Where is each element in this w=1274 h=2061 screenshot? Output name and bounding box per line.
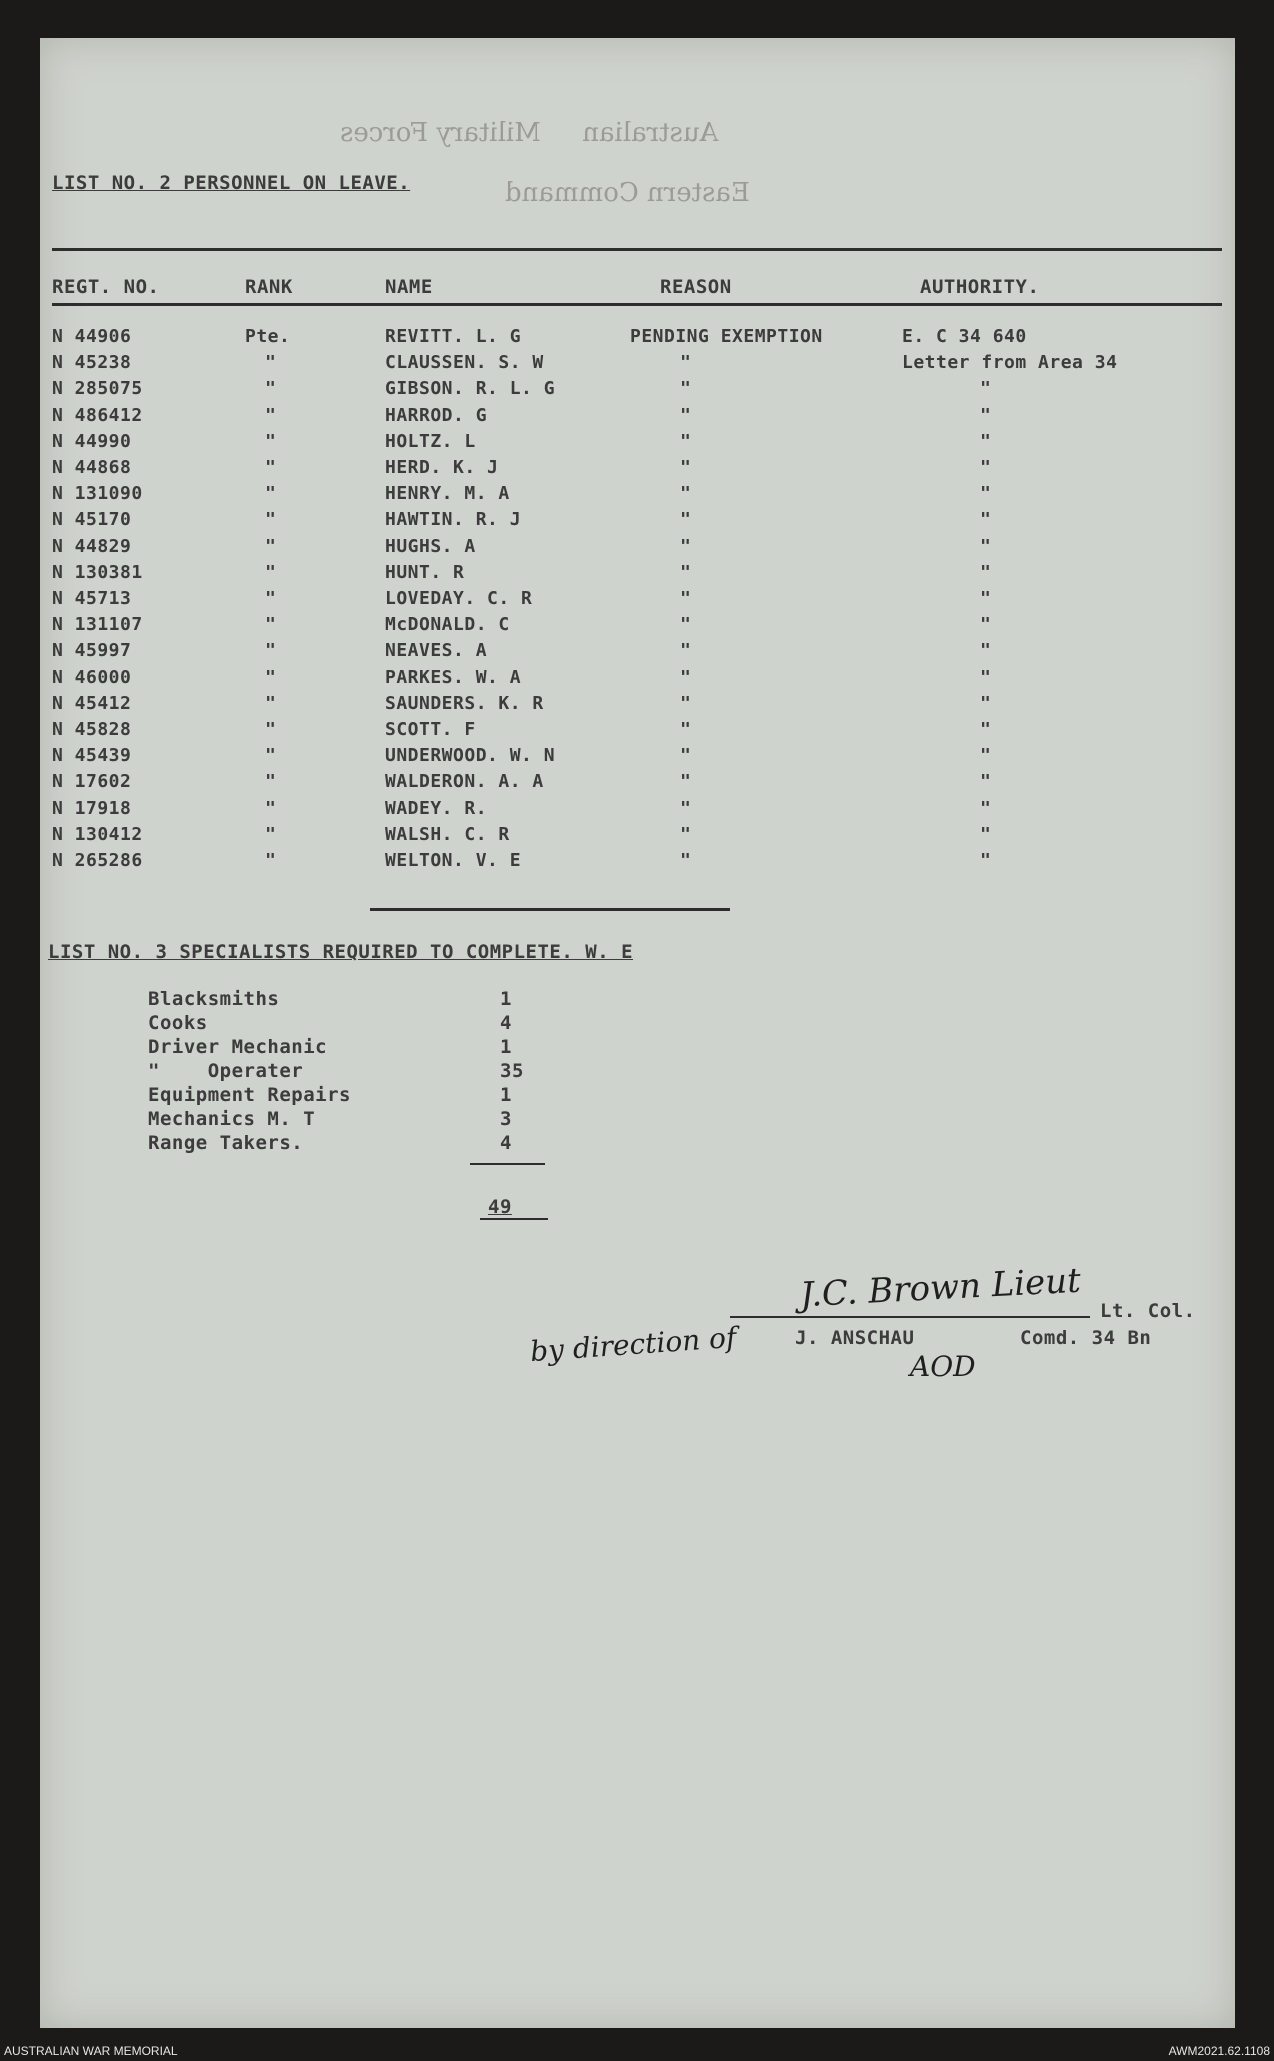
cell-reason: "	[680, 535, 692, 557]
cell-reason: "	[680, 666, 692, 688]
cell-name: HAWTIN. R. J	[385, 509, 522, 531]
letterhead-line-1: Australian Military Forces	[340, 118, 719, 148]
signatory-typed-name: J. ANSCHAU	[795, 1327, 915, 1349]
specialist-label: Equipment Repairs	[148, 1084, 351, 1106]
list-2-title: LIST NO. 2 PERSONNEL ON LEAVE.	[52, 172, 411, 194]
cell-authority: "	[980, 561, 992, 583]
cell-regt: N 46000	[52, 666, 132, 688]
cell-regt: N 486412	[52, 404, 143, 426]
cell-regt: N 45997	[52, 640, 132, 662]
cell-reason: "	[680, 797, 692, 819]
cell-reason: "	[680, 745, 692, 767]
cell-regt: N 45828	[52, 719, 132, 740]
letterhead-line-2: Eastern Command	[505, 178, 750, 208]
table-end-rule	[370, 908, 730, 911]
cell-rank: "	[265, 850, 277, 871]
cell-name: HUGHS. A	[385, 535, 476, 557]
specialist-qty: 4	[500, 1012, 512, 1034]
cell-name: UNDERWOOD. W. N	[385, 745, 556, 767]
specialist-label: Cooks	[148, 1012, 208, 1034]
subtotal-rule	[470, 1163, 545, 1165]
cell-name: GIBSON. R. L. G	[385, 378, 556, 400]
cell-reason: "	[680, 588, 692, 609]
cell-authority: "	[980, 535, 992, 557]
cell-rank: "	[265, 797, 277, 819]
cell-name: SCOTT. F	[385, 719, 476, 740]
cell-name: SAUNDERS. K. R	[385, 692, 544, 714]
cell-authority: "	[980, 588, 992, 609]
cell-reason: "	[680, 614, 692, 636]
cell-name: NEAVES. A	[385, 640, 488, 662]
specialist-qty: 4	[500, 1132, 512, 1154]
table-top-rule	[52, 248, 1222, 251]
header-rank: RANK	[245, 276, 293, 298]
specialist-label: " Operater	[148, 1060, 304, 1082]
header-authority: AUTHORITY.	[920, 276, 1040, 298]
specialist-label: Mechanics M. T	[148, 1108, 316, 1130]
specialist-label: Range Takers.	[148, 1132, 304, 1154]
cell-reason: "	[680, 457, 692, 478]
cell-rank: "	[265, 666, 277, 688]
header-regt-no: REGT. NO.	[52, 276, 160, 298]
cell-name: HOLTZ. L	[385, 430, 476, 452]
cell-regt: N 131090	[52, 483, 143, 505]
cell-rank: "	[265, 404, 277, 426]
cell-rank: Pte.	[245, 326, 291, 347]
cell-authority: "	[980, 797, 992, 819]
cell-authority: "	[980, 823, 992, 845]
specialist-qty: 3	[500, 1108, 512, 1130]
cell-regt: N 44906	[52, 326, 132, 347]
cell-authority: "	[980, 640, 992, 662]
specialist-qty: 1	[500, 1036, 512, 1058]
cell-regt: N 17918	[52, 797, 132, 819]
cell-name: McDONALD. C	[385, 614, 510, 636]
cell-name: WELTON. V. E	[385, 850, 522, 871]
cell-name: WALDERON. A. A	[385, 771, 544, 793]
cell-name: PARKES. W. A	[385, 666, 522, 688]
cell-rank: "	[265, 535, 277, 557]
cell-rank: "	[265, 378, 277, 400]
cell-rank: "	[265, 352, 277, 374]
cell-reason: "	[680, 692, 692, 714]
specialist-label: Driver Mechanic	[148, 1036, 328, 1058]
cell-name: HENRY. M. A	[385, 483, 510, 505]
cell-authority: "	[980, 850, 992, 871]
cell-reason: "	[680, 823, 692, 845]
cell-regt: N 45439	[52, 745, 132, 767]
header-reason: REASON	[660, 276, 732, 298]
cell-authority: "	[980, 430, 992, 452]
cell-reason: "	[680, 378, 692, 400]
cell-regt: N 44868	[52, 457, 132, 478]
cell-reason: "	[680, 850, 692, 871]
cell-rank: "	[265, 614, 277, 636]
handwritten-signature: J.C. Brown Lieut	[799, 1260, 1082, 1316]
cell-regt: N 265286	[52, 850, 143, 871]
cell-authority: "	[980, 404, 992, 426]
cell-rank: "	[265, 745, 277, 767]
cell-reason: "	[680, 404, 692, 426]
cell-name: CLAUSSEN. S. W	[385, 352, 544, 374]
cell-authority: "	[980, 378, 992, 400]
signature-rule	[730, 1316, 1090, 1318]
cell-reason: PENDING EXEMPTION	[630, 326, 823, 347]
cell-name: HERD. K. J	[385, 457, 499, 478]
cell-name: HARROD. G	[385, 404, 488, 426]
cell-name: LOVEDAY. C. R	[385, 588, 533, 609]
cell-regt: N 45238	[52, 352, 132, 374]
cell-rank: "	[265, 640, 277, 662]
specialist-qty: 1	[500, 1084, 512, 1106]
cell-regt: N 130412	[52, 823, 143, 845]
signatory-rank: Lt. Col.	[1100, 1300, 1196, 1322]
specialist-label: Blacksmiths	[148, 988, 280, 1010]
cell-rank: "	[265, 719, 277, 740]
cell-regt: N 44829	[52, 535, 132, 557]
cell-authority: "	[980, 509, 992, 531]
total-rule	[480, 1218, 548, 1220]
cell-regt: N 17602	[52, 771, 132, 793]
cell-authority: E. C 34 640	[902, 326, 1027, 347]
cell-reason: "	[680, 640, 692, 662]
cell-reason: "	[680, 352, 692, 374]
cell-rank: "	[265, 588, 277, 609]
cell-name: WALSH. C. R	[385, 823, 510, 845]
handwritten-note: by direction of	[529, 1320, 738, 1369]
specialist-qty: 35	[500, 1060, 524, 1082]
cell-reason: "	[680, 509, 692, 531]
cell-regt: N 44990	[52, 430, 132, 452]
table-header-rule	[52, 303, 1222, 306]
cell-name: REVITT. L. G	[385, 326, 522, 347]
list-3-title: LIST NO. 3 SPECIALISTS REQUIRED TO COMPLETE. W. E	[48, 941, 634, 963]
cell-reason: "	[680, 771, 692, 793]
cell-authority: "	[980, 457, 992, 478]
cell-authority: "	[980, 483, 992, 505]
cell-regt: N 130381	[52, 561, 143, 583]
handwritten-suffix: AOD	[910, 1350, 976, 1383]
cell-rank: "	[265, 430, 277, 452]
cell-rank: "	[265, 771, 277, 793]
cell-authority: "	[980, 719, 992, 740]
cell-rank: "	[265, 457, 277, 478]
cell-regt: N 45170	[52, 509, 132, 531]
cell-regt: N 45412	[52, 692, 132, 714]
cell-regt: N 45713	[52, 588, 132, 609]
cell-authority: "	[980, 745, 992, 767]
cell-reason: "	[680, 719, 692, 740]
cell-authority: "	[980, 771, 992, 793]
specialist-qty: 1	[500, 988, 512, 1010]
cell-reason: "	[680, 561, 692, 583]
cell-name: HUNT. R	[385, 561, 465, 583]
cell-authority: "	[980, 692, 992, 714]
cell-rank: "	[265, 692, 277, 714]
cell-rank: "	[265, 509, 277, 531]
footer-left: AUSTRALIAN WAR MEMORIAL	[4, 2044, 178, 2058]
footer-right: AWM2021.62.1108	[1168, 2044, 1270, 2058]
cell-name: WADEY. R.	[385, 797, 488, 819]
signatory-command: Comd. 34 Bn	[1020, 1327, 1152, 1349]
cell-regt: N 131107	[52, 614, 143, 636]
document-page	[40, 38, 1235, 2028]
cell-regt: N 285075	[52, 378, 143, 400]
specialists-total: 49	[488, 1196, 512, 1218]
cell-authority: "	[980, 666, 992, 688]
cell-reason: "	[680, 483, 692, 505]
cell-rank: "	[265, 483, 277, 505]
cell-rank: "	[265, 561, 277, 583]
cell-reason: "	[680, 430, 692, 452]
header-name: NAME	[385, 276, 433, 298]
cell-rank: "	[265, 823, 277, 845]
cell-authority: Letter from Area 34	[902, 352, 1118, 374]
cell-authority: "	[980, 614, 992, 636]
